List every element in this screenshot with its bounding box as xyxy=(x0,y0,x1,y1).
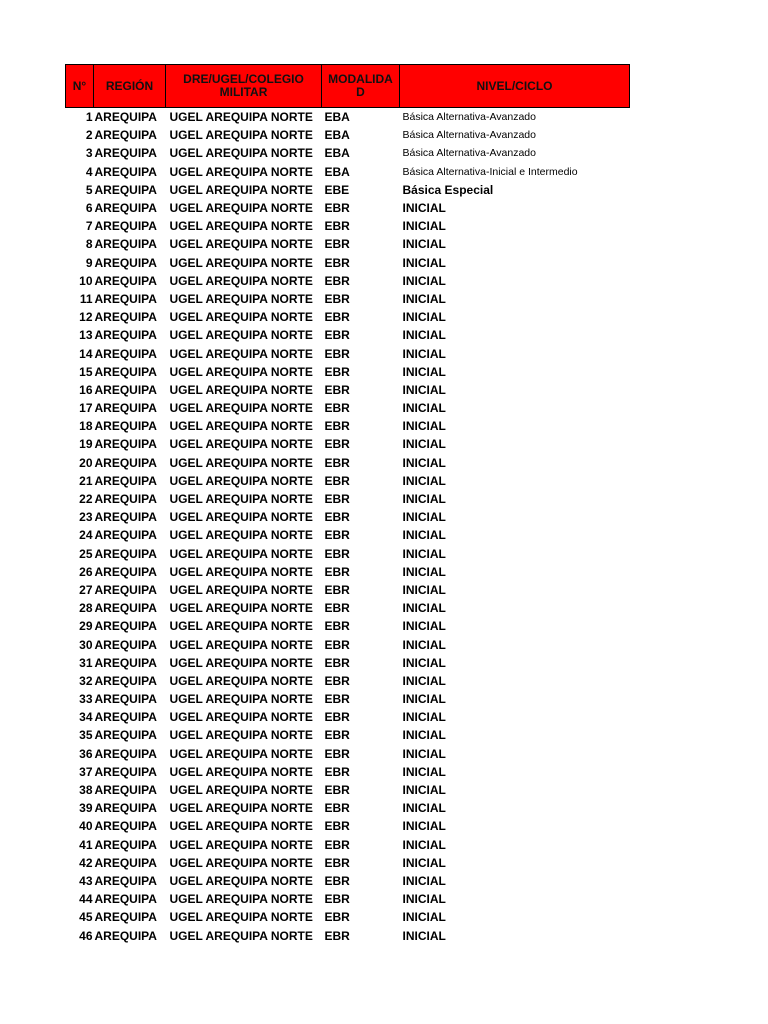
cell-modalidad: EBR xyxy=(324,564,350,579)
cell-nivel: INICIAL xyxy=(402,692,446,707)
table-row xyxy=(66,199,630,217)
cell-dre: UGEL AREQUIPA NORTE xyxy=(169,510,313,525)
cell-dre: UGEL AREQUIPA NORTE xyxy=(169,237,313,252)
cell-region: AREQUIPA xyxy=(94,146,157,161)
cell-nivel: INICIAL xyxy=(402,928,446,943)
cell-region: AREQUIPA xyxy=(94,382,157,397)
cell-dre: UGEL AREQUIPA NORTE xyxy=(169,419,313,434)
cell-num: 6 xyxy=(85,201,93,216)
cell-modalidad: EBA xyxy=(324,164,350,179)
cell-modalidad: EBR xyxy=(324,619,350,634)
table-row xyxy=(66,381,630,399)
cell-modalidad: EBA xyxy=(324,146,350,161)
cell-dre: UGEL AREQUIPA NORTE xyxy=(169,673,313,688)
cell-num: 33 xyxy=(79,692,93,707)
table-row xyxy=(66,745,630,763)
cell-nivel: INICIAL xyxy=(402,764,446,779)
cell-nivel: INICIAL xyxy=(402,673,446,688)
table-row xyxy=(66,235,630,253)
cell-region: AREQUIPA xyxy=(94,673,157,688)
cell-num: 18 xyxy=(79,419,93,434)
cell-dre: UGEL AREQUIPA NORTE xyxy=(169,455,313,470)
table-row xyxy=(66,399,630,417)
cell-dre: UGEL AREQUIPA NORTE xyxy=(169,637,313,652)
cell-num: 1 xyxy=(85,110,93,125)
cell-region: AREQUIPA xyxy=(94,182,157,197)
cell-dre: UGEL AREQUIPA NORTE xyxy=(169,928,313,943)
cell-num: 26 xyxy=(79,564,93,579)
table-row xyxy=(66,126,630,144)
cell-nivel: INICIAL xyxy=(402,401,446,416)
cell-nivel: INICIAL xyxy=(402,546,446,561)
cell-dre: UGEL AREQUIPA NORTE xyxy=(169,164,313,179)
header-region: REGIÓN xyxy=(94,65,166,108)
cell-modalidad: EBR xyxy=(324,310,350,325)
cell-nivel: INICIAL xyxy=(402,364,446,379)
cell-nivel: INICIAL xyxy=(402,455,446,470)
cell-modalidad: EBR xyxy=(324,419,350,434)
cell-num: 43 xyxy=(79,873,93,888)
cell-region: AREQUIPA xyxy=(94,128,157,143)
cell-dre: UGEL AREQUIPA NORTE xyxy=(169,201,313,216)
cell-modalidad: EBR xyxy=(324,637,350,652)
cell-num: 2 xyxy=(85,128,93,143)
cell-modalidad: EBR xyxy=(324,837,350,852)
cell-nivel: INICIAL xyxy=(402,564,446,579)
cell-dre: UGEL AREQUIPA NORTE xyxy=(169,582,313,597)
cell-nivel: INICIAL xyxy=(402,873,446,888)
cell-region: AREQUIPA xyxy=(94,346,157,361)
cell-num: 35 xyxy=(79,728,93,743)
cell-num: 40 xyxy=(79,819,93,834)
cell-num: 29 xyxy=(79,619,93,634)
table-row xyxy=(66,290,630,308)
cell-dre: UGEL AREQUIPA NORTE xyxy=(169,273,313,288)
table-row xyxy=(66,272,630,290)
table-row xyxy=(66,181,630,199)
cell-region: AREQUIPA xyxy=(94,728,157,743)
cell-modalidad: EBR xyxy=(324,601,350,616)
cell-modalidad: EBR xyxy=(324,801,350,816)
cell-num: 42 xyxy=(79,855,93,870)
cell-dre: UGEL AREQUIPA NORTE xyxy=(169,746,313,761)
cell-region: AREQUIPA xyxy=(94,528,157,543)
table-row xyxy=(66,454,630,472)
cell-nivel: INICIAL xyxy=(402,655,446,670)
cell-region: AREQUIPA xyxy=(94,291,157,306)
cell-dre: UGEL AREQUIPA NORTE xyxy=(169,764,313,779)
header-num: N° xyxy=(66,65,94,108)
cell-modalidad: EBR xyxy=(324,201,350,216)
table-row xyxy=(66,326,630,344)
cell-dre: UGEL AREQUIPA NORTE xyxy=(169,219,313,234)
cell-dre: UGEL AREQUIPA NORTE xyxy=(169,910,313,925)
cell-modalidad: EBR xyxy=(324,364,350,379)
cell-region: AREQUIPA xyxy=(94,655,157,670)
cell-dre: UGEL AREQUIPA NORTE xyxy=(169,255,313,270)
header-modalidad: MODALIDAD xyxy=(322,65,400,108)
cell-dre: UGEL AREQUIPA NORTE xyxy=(169,146,313,161)
cell-region: AREQUIPA xyxy=(94,328,157,343)
cell-nivel: INICIAL xyxy=(402,255,446,270)
cell-region: AREQUIPA xyxy=(94,928,157,943)
table-row xyxy=(66,417,630,435)
cell-num: 7 xyxy=(85,219,93,234)
cell-region: AREQUIPA xyxy=(94,710,157,725)
cell-nivel: INICIAL xyxy=(402,528,446,543)
cell-dre: UGEL AREQUIPA NORTE xyxy=(169,655,313,670)
cell-modalidad: EBR xyxy=(324,219,350,234)
table-row xyxy=(66,217,630,235)
table-row xyxy=(66,108,630,127)
table-row xyxy=(66,817,630,835)
cell-num: 16 xyxy=(79,382,93,397)
cell-num: 44 xyxy=(79,892,93,907)
cell-region: AREQUIPA xyxy=(94,619,157,634)
cell-region: AREQUIPA xyxy=(94,219,157,234)
cell-dre: UGEL AREQUIPA NORTE xyxy=(169,619,313,634)
cell-modalidad: EBR xyxy=(324,746,350,761)
table-row xyxy=(66,581,630,599)
cell-region: AREQUIPA xyxy=(94,273,157,288)
cell-region: AREQUIPA xyxy=(94,855,157,870)
cell-nivel: INICIAL xyxy=(402,819,446,834)
cell-modalidad: EBR xyxy=(324,291,350,306)
table-row xyxy=(66,926,630,944)
cell-dre: UGEL AREQUIPA NORTE xyxy=(169,364,313,379)
cell-region: AREQUIPA xyxy=(94,164,157,179)
cell-num: 10 xyxy=(79,273,93,288)
cell-nivel: INICIAL xyxy=(402,746,446,761)
cell-num: 34 xyxy=(79,710,93,725)
cell-modalidad: EBR xyxy=(324,928,350,943)
cell-dre: UGEL AREQUIPA NORTE xyxy=(169,819,313,834)
cell-region: AREQUIPA xyxy=(94,492,157,507)
cell-region: AREQUIPA xyxy=(94,746,157,761)
cell-region: AREQUIPA xyxy=(94,564,157,579)
cell-region: AREQUIPA xyxy=(94,783,157,798)
cell-modalidad: EBR xyxy=(324,673,350,688)
cell-nivel: INICIAL xyxy=(402,710,446,725)
cell-dre: UGEL AREQUIPA NORTE xyxy=(169,892,313,907)
cell-region: AREQUIPA xyxy=(94,510,157,525)
cell-nivel: INICIAL xyxy=(402,492,446,507)
cell-dre: UGEL AREQUIPA NORTE xyxy=(169,182,313,197)
cell-nivel: INICIAL xyxy=(402,601,446,616)
table-row xyxy=(66,763,630,781)
cell-region: AREQUIPA xyxy=(94,837,157,852)
cell-region: AREQUIPA xyxy=(94,892,157,907)
cell-num: 36 xyxy=(79,746,93,761)
table-row xyxy=(66,599,630,617)
table-row xyxy=(66,563,630,581)
cell-dre: UGEL AREQUIPA NORTE xyxy=(169,382,313,397)
cell-region: AREQUIPA xyxy=(94,401,157,416)
cell-modalidad: EBR xyxy=(324,692,350,707)
cell-region: AREQUIPA xyxy=(94,819,157,834)
cell-num: 37 xyxy=(79,764,93,779)
cell-dre: UGEL AREQUIPA NORTE xyxy=(169,473,313,488)
cell-modalidad: EBR xyxy=(324,728,350,743)
cell-region: AREQUIPA xyxy=(94,873,157,888)
cell-modalidad: EBA xyxy=(324,128,350,143)
cell-dre: UGEL AREQUIPA NORTE xyxy=(169,328,313,343)
cell-nivel: INICIAL xyxy=(402,382,446,397)
table-row xyxy=(66,545,630,563)
cell-modalidad: EBR xyxy=(324,710,350,725)
cell-region: AREQUIPA xyxy=(94,419,157,434)
cell-nivel: INICIAL xyxy=(402,328,446,343)
cell-num: 45 xyxy=(79,910,93,925)
table-row xyxy=(66,490,630,508)
table-row xyxy=(66,617,630,635)
cell-nivel: INICIAL xyxy=(402,473,446,488)
cell-region: AREQUIPA xyxy=(94,801,157,816)
cell-nivel: INICIAL xyxy=(402,582,446,597)
header-dre: DRE/UGEL/COLEGIO MILITAR xyxy=(166,65,322,108)
cell-num: 23 xyxy=(79,510,93,525)
cell-nivel: Básica Alternativa-Inicial e Intermedio xyxy=(402,165,578,178)
cell-num: 11 xyxy=(79,291,93,306)
cell-num: 27 xyxy=(79,582,93,597)
cell-nivel: INICIAL xyxy=(402,855,446,870)
cell-num: 13 xyxy=(79,328,93,343)
cell-num: 9 xyxy=(85,255,93,270)
cell-modalidad: EBR xyxy=(324,783,350,798)
cell-dre: UGEL AREQUIPA NORTE xyxy=(169,437,313,452)
cell-num: 30 xyxy=(79,637,93,652)
cell-num: 15 xyxy=(79,364,93,379)
cell-modalidad: EBR xyxy=(324,382,350,397)
cell-nivel: INICIAL xyxy=(402,419,446,434)
cell-num: 4 xyxy=(85,164,93,179)
table-row xyxy=(66,908,630,926)
cell-dre: UGEL AREQUIPA NORTE xyxy=(169,310,313,325)
cell-dre: UGEL AREQUIPA NORTE xyxy=(169,873,313,888)
cell-nivel: INICIAL xyxy=(402,783,446,798)
table-row xyxy=(66,344,630,362)
cell-modalidad: EBR xyxy=(324,873,350,888)
table-row xyxy=(66,254,630,272)
cell-num: 22 xyxy=(79,492,93,507)
cell-modalidad: EBR xyxy=(324,764,350,779)
cell-num: 25 xyxy=(79,546,93,561)
cell-dre: UGEL AREQUIPA NORTE xyxy=(169,801,313,816)
cell-modalidad: EBE xyxy=(324,182,350,197)
cell-dre: UGEL AREQUIPA NORTE xyxy=(169,601,313,616)
cell-modalidad: EBR xyxy=(324,455,350,470)
cell-dre: UGEL AREQUIPA NORTE xyxy=(169,346,313,361)
cell-dre: UGEL AREQUIPA NORTE xyxy=(169,855,313,870)
data-table xyxy=(65,64,630,945)
cell-region: AREQUIPA xyxy=(94,473,157,488)
cell-nivel: INICIAL xyxy=(402,892,446,907)
cell-nivel: INICIAL xyxy=(402,637,446,652)
cell-nivel: INICIAL xyxy=(402,291,446,306)
cell-region: AREQUIPA xyxy=(94,255,157,270)
cell-dre: UGEL AREQUIPA NORTE xyxy=(169,492,313,507)
cell-modalidad: EBA xyxy=(324,110,350,125)
table-row xyxy=(66,872,630,890)
table-row xyxy=(66,435,630,453)
cell-nivel: Básica Especial xyxy=(402,182,494,197)
table-body xyxy=(66,108,630,945)
cell-num: 12 xyxy=(79,310,93,325)
cell-modalidad: EBR xyxy=(324,401,350,416)
cell-modalidad: EBR xyxy=(324,855,350,870)
cell-nivel: INICIAL xyxy=(402,728,446,743)
cell-region: AREQUIPA xyxy=(94,364,157,379)
cell-dre: UGEL AREQUIPA NORTE xyxy=(169,528,313,543)
table-row xyxy=(66,890,630,908)
table-row xyxy=(66,508,630,526)
cell-num: 39 xyxy=(79,801,93,816)
table-row xyxy=(66,472,630,490)
cell-nivel: INICIAL xyxy=(402,437,446,452)
cell-modalidad: EBR xyxy=(324,910,350,925)
cell-modalidad: EBR xyxy=(324,655,350,670)
cell-nivel: INICIAL xyxy=(402,201,446,216)
spreadsheet xyxy=(65,64,630,945)
table-row xyxy=(66,672,630,690)
cell-dre: UGEL AREQUIPA NORTE xyxy=(169,837,313,852)
cell-region: AREQUIPA xyxy=(94,237,157,252)
table-row xyxy=(66,308,630,326)
cell-modalidad: EBR xyxy=(324,892,350,907)
cell-region: AREQUIPA xyxy=(94,201,157,216)
cell-region: AREQUIPA xyxy=(94,601,157,616)
cell-num: 21 xyxy=(79,473,93,488)
cell-num: 8 xyxy=(85,237,93,252)
cell-num: 17 xyxy=(79,401,93,416)
cell-region: AREQUIPA xyxy=(94,637,157,652)
cell-region: AREQUIPA xyxy=(94,437,157,452)
table-row xyxy=(66,363,630,381)
cell-num: 46 xyxy=(79,928,93,943)
cell-nivel: INICIAL xyxy=(402,801,446,816)
cell-modalidad: EBR xyxy=(324,473,350,488)
cell-modalidad: EBR xyxy=(324,255,350,270)
cell-modalidad: EBR xyxy=(324,437,350,452)
header-row xyxy=(66,65,630,108)
cell-modalidad: EBR xyxy=(324,328,350,343)
cell-modalidad: EBR xyxy=(324,546,350,561)
cell-region: AREQUIPA xyxy=(94,692,157,707)
cell-num: 24 xyxy=(79,528,93,543)
table-row xyxy=(66,635,630,653)
cell-num: 19 xyxy=(79,437,93,452)
cell-nivel: INICIAL xyxy=(402,237,446,252)
cell-nivel: INICIAL xyxy=(402,273,446,288)
cell-region: AREQUIPA xyxy=(94,764,157,779)
table-row xyxy=(66,726,630,744)
header-nivel: NIVEL/CICLO xyxy=(400,65,630,108)
table-row xyxy=(66,654,630,672)
cell-num: 41 xyxy=(79,837,93,852)
cell-modalidad: EBR xyxy=(324,528,350,543)
table-row xyxy=(66,690,630,708)
cell-modalidad: EBR xyxy=(324,510,350,525)
cell-dre: UGEL AREQUIPA NORTE xyxy=(169,546,313,561)
cell-region: AREQUIPA xyxy=(94,910,157,925)
cell-num: 32 xyxy=(79,673,93,688)
table-row xyxy=(66,854,630,872)
cell-num: 38 xyxy=(79,783,93,798)
cell-num: 14 xyxy=(79,346,93,361)
cell-nivel: INICIAL xyxy=(402,510,446,525)
cell-nivel: Básica Alternativa-Avanzado xyxy=(402,147,536,160)
cell-num: 5 xyxy=(85,182,93,197)
cell-nivel: INICIAL xyxy=(402,310,446,325)
cell-region: AREQUIPA xyxy=(94,110,157,125)
cell-nivel: INICIAL xyxy=(402,619,446,634)
table-row xyxy=(66,836,630,854)
cell-nivel: Básica Alternativa-Avanzado xyxy=(402,111,536,124)
table-row xyxy=(66,799,630,817)
cell-num: 28 xyxy=(79,601,93,616)
cell-nivel: INICIAL xyxy=(402,837,446,852)
cell-modalidad: EBR xyxy=(324,492,350,507)
cell-region: AREQUIPA xyxy=(94,455,157,470)
cell-dre: UGEL AREQUIPA NORTE xyxy=(169,783,313,798)
cell-dre: UGEL AREQUIPA NORTE xyxy=(169,110,313,125)
cell-nivel: INICIAL xyxy=(402,219,446,234)
cell-modalidad: EBR xyxy=(324,819,350,834)
cell-num: 31 xyxy=(79,655,93,670)
cell-dre: UGEL AREQUIPA NORTE xyxy=(169,401,313,416)
cell-nivel: INICIAL xyxy=(402,910,446,925)
cell-modalidad: EBR xyxy=(324,237,350,252)
table-row xyxy=(66,781,630,799)
cell-modalidad: EBR xyxy=(324,273,350,288)
table-row xyxy=(66,526,630,544)
cell-region: AREQUIPA xyxy=(94,310,157,325)
cell-modalidad: EBR xyxy=(324,582,350,597)
cell-num: 3 xyxy=(85,146,93,161)
cell-dre: UGEL AREQUIPA NORTE xyxy=(169,710,313,725)
table-row xyxy=(66,163,630,181)
cell-dre: UGEL AREQUIPA NORTE xyxy=(169,728,313,743)
cell-dre: UGEL AREQUIPA NORTE xyxy=(169,291,313,306)
cell-dre: UGEL AREQUIPA NORTE xyxy=(169,564,313,579)
table-row xyxy=(66,144,630,162)
cell-num: 20 xyxy=(79,455,93,470)
cell-region: AREQUIPA xyxy=(94,546,157,561)
cell-modalidad: EBR xyxy=(324,346,350,361)
cell-dre: UGEL AREQUIPA NORTE xyxy=(169,692,313,707)
cell-dre: UGEL AREQUIPA NORTE xyxy=(169,128,313,143)
cell-nivel: Básica Alternativa-Avanzado xyxy=(402,129,536,142)
cell-nivel: INICIAL xyxy=(402,346,446,361)
cell-region: AREQUIPA xyxy=(94,582,157,597)
table-row xyxy=(66,708,630,726)
